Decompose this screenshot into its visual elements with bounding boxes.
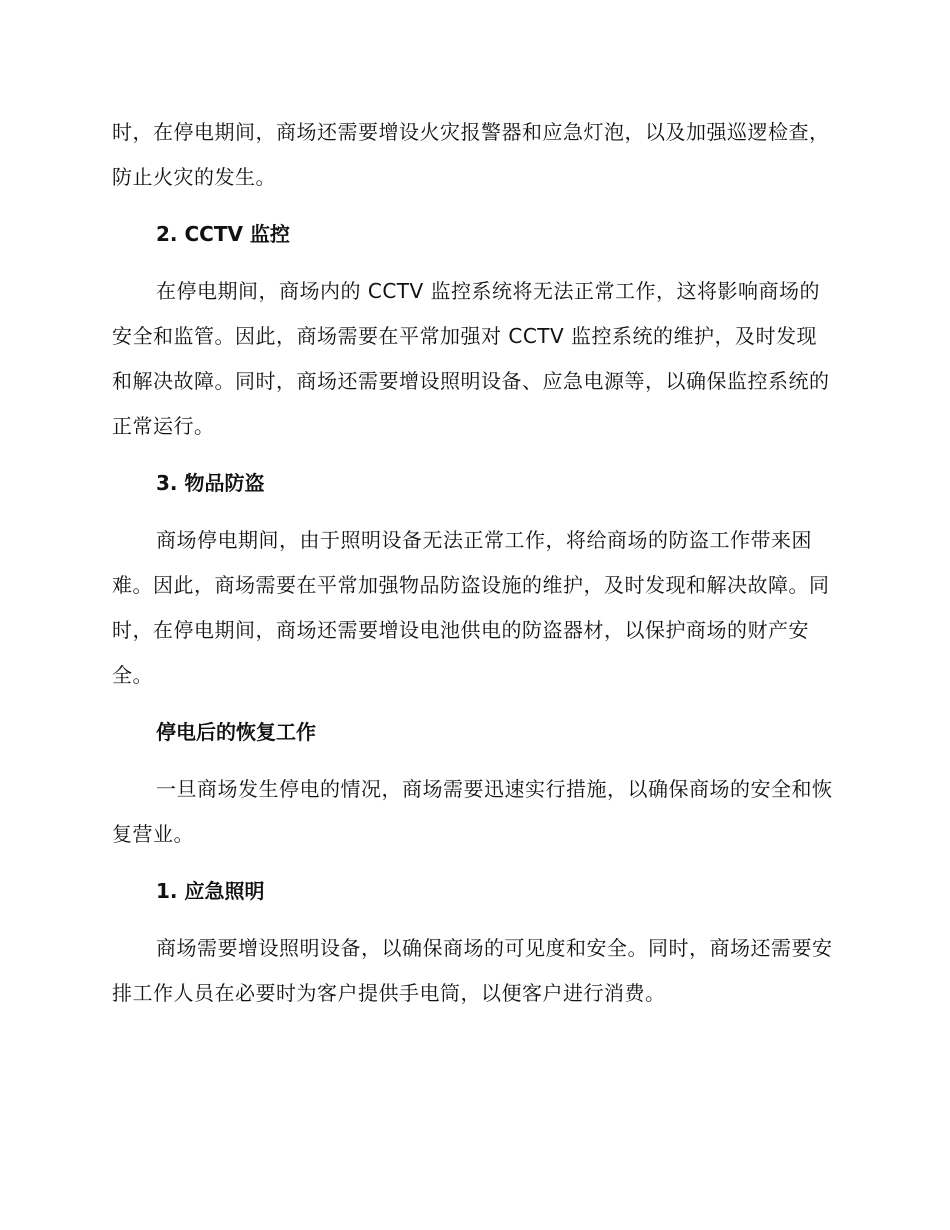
paragraph-cctv: 在停电期间，商场内的 CCTV 监控系统将无法正常工作，这将影响商场的安全和监管。因此，商场需要在平常加强对 CCTV 监控系统的维护，及时发现和解决故障。同时，商场还需要增设照明设备、应急电源等，以确保监控系统的正常运行。: [112, 279, 830, 438]
section-heading-emergency-lighting: 1. 应急照明: [156, 879, 265, 903]
paragraph-recovery: 一旦商场发生停电的情况，商场需要迅速实行措施，以确保商场的安全和恢复营业。: [112, 777, 833, 846]
paragraph-fire-continuation: 时，在停电期间，商场还需要增设火灾报警器和应急灯泡，以及加强巡逻检查，防止火灾的发生。: [112, 120, 830, 189]
section-heading-anti-theft: 3. 物品防盗: [156, 471, 265, 495]
paragraph-anti-theft: 商场停电期间，由于照明设备无法正常工作，将给商场的防盗工作带来困难。因此，商场需要在平常加强物品防盗设施的维护，及时发现和解决故障。同时，在停电期间，商场还需要增设电池供电的防盗器材，以保护商场的财产安全。: [112, 528, 830, 687]
section-heading-recovery: 停电后的恢复工作: [156, 720, 316, 744]
paragraph-emergency-lighting: 商场需要增设照明设备，以确保商场的可见度和安全。同时，商场还需要安排工作人员在必要时为客户提供手电筒，以便客户进行消费。: [112, 936, 833, 1005]
document-page: [112, 110, 836, 1028]
section-heading-cctv: 2. CCTV 监控: [156, 222, 290, 246]
